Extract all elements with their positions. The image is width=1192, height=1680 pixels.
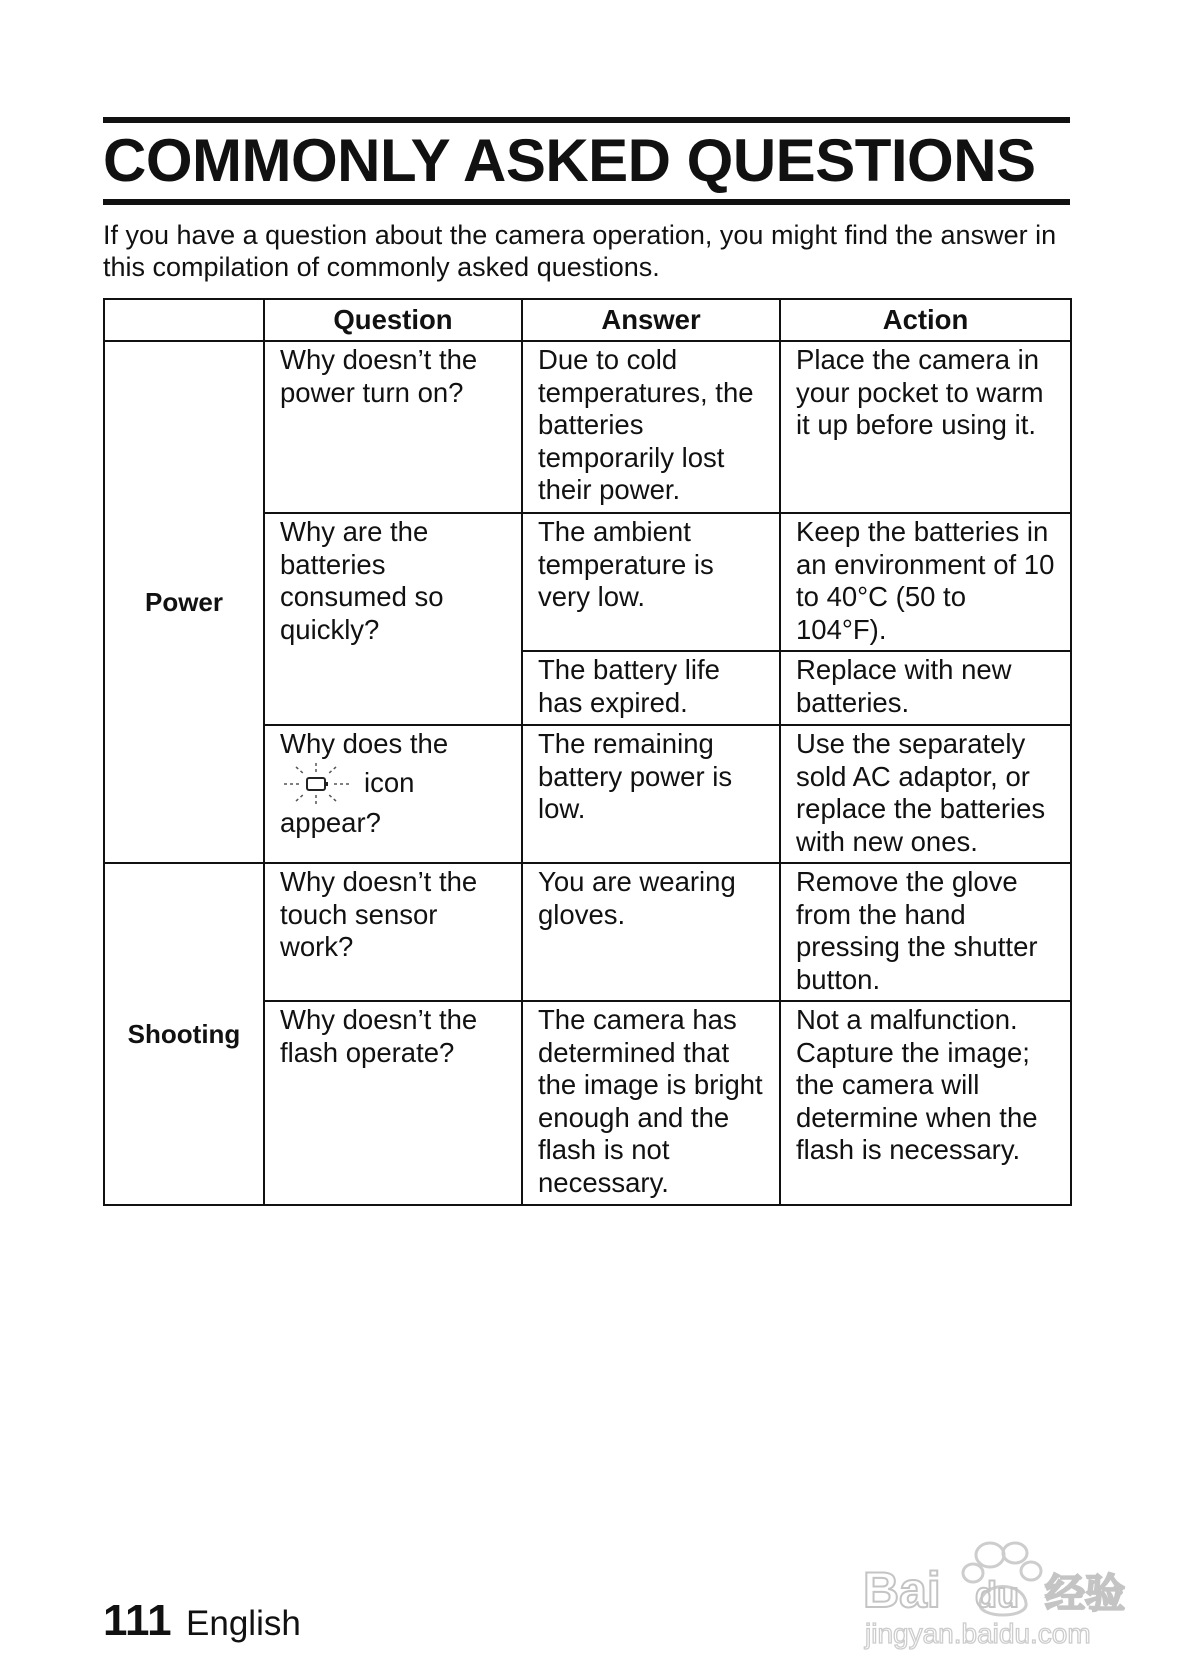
watermark-cn: 经验 bbox=[1045, 1571, 1125, 1617]
question-cell: Why are the batteries consumed so quickly? bbox=[264, 513, 522, 725]
action-cell: Not a malfunction. Capture the image; the camera will determine when the flash is necessary. bbox=[780, 1001, 1071, 1205]
page-number: 111 bbox=[103, 1596, 172, 1645]
question-cell: Why doesn’t the touch sensor work? bbox=[264, 863, 522, 1001]
baidu-jingyan-watermark bbox=[855, 1525, 1135, 1655]
answer-cell: You are wearing gloves. bbox=[522, 863, 780, 1001]
header-answer: Answer bbox=[522, 299, 780, 341]
watermark-url: jingyan.baidu.com bbox=[865, 1618, 1091, 1649]
table-row bbox=[104, 863, 1071, 1001]
action-cell: Replace with new batteries. bbox=[780, 651, 1071, 725]
header-question: Question bbox=[264, 299, 522, 341]
blinking-battery-icon bbox=[280, 761, 352, 807]
header-action: Action bbox=[780, 299, 1071, 341]
question-suffix: appear? bbox=[280, 806, 381, 838]
question-cell bbox=[264, 725, 522, 863]
category-shooting: Shooting bbox=[104, 863, 264, 1205]
watermark-brand-suffix: du bbox=[975, 1574, 1019, 1615]
page-title: COMMONLY ASKED QUESTIONS bbox=[103, 127, 1036, 194]
title-top-rule bbox=[103, 117, 1070, 123]
action-cell: Remove the glove from the hand pressing the shutter button. bbox=[780, 863, 1071, 1001]
answer-cell: The camera has determined that the image is bright enough and the flash is not necessary. bbox=[522, 1001, 780, 1205]
title-bottom-rule bbox=[103, 199, 1070, 205]
action-cell: Use the separately sold AC adaptor, or replace the batteries with new ones. bbox=[780, 725, 1071, 863]
question-cell: Why doesn’t the flash operate? bbox=[264, 1001, 522, 1205]
question-cell: Why doesn’t the power turn on? bbox=[264, 341, 522, 513]
page-footer bbox=[103, 1596, 301, 1646]
icon-label: icon bbox=[364, 767, 415, 799]
intro-paragraph: If you have a question about the camera operation, you might find the answer in this compilation of commonly asked questions. bbox=[103, 220, 1057, 282]
action-cell: Keep the batteries in an environment of 10 to 40°C (50 to 104°F). bbox=[780, 513, 1071, 651]
faq-table bbox=[103, 298, 1072, 1206]
header-category bbox=[104, 299, 264, 341]
answer-cell: The remaining battery power is low. bbox=[522, 725, 780, 863]
answer-cell: The ambient temperature is very low. bbox=[522, 513, 780, 651]
answer-cell: Due to cold temperatures, the batteries temporarily lost their power. bbox=[522, 341, 780, 513]
table-row bbox=[104, 341, 1071, 513]
watermark-brand: Bai bbox=[863, 1562, 941, 1618]
question-prefix: Why does the bbox=[280, 728, 449, 759]
table-header-row bbox=[104, 299, 1071, 341]
answer-cell: The battery life has expired. bbox=[522, 651, 780, 725]
icon-line bbox=[280, 761, 513, 807]
action-cell: Place the camera in your pocket to warm it up before using it. bbox=[780, 341, 1071, 513]
category-power: Power bbox=[104, 341, 264, 863]
language-label: English bbox=[186, 1604, 301, 1643]
